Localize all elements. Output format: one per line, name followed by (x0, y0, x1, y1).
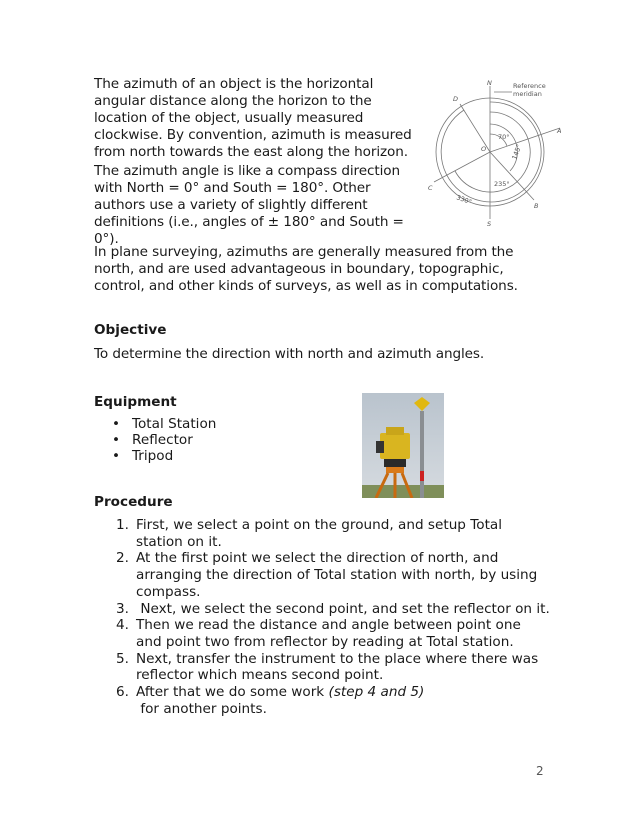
step-number: 2. (116, 550, 129, 567)
intro-paragraph-plane-surveying: In plane surveying, azimuths are generally measured from the north, and are used advantageous in boundary, topographic, control, and other kinds of surveys, as well as in computations. (94, 244, 518, 294)
step-text: Next, transfer the instrument to the place where there was reflector which means second point. (136, 650, 539, 684)
label-c: C (428, 184, 433, 192)
step-number: 6. (116, 684, 129, 701)
step-number: 5. (116, 650, 129, 667)
line-oc (434, 152, 490, 182)
step-text: At the first point we select the direction of north, and arranging the direction of Total station with north, by using compass. (136, 550, 538, 600)
objective-text: To determine the direction with north and azimuth angles. (94, 346, 485, 362)
label-angle-330: 330° (455, 193, 473, 207)
procedure-heading: Procedure (94, 494, 173, 510)
total-station-photo (362, 393, 444, 498)
intro-paragraph-compass-direction: The azimuth angle is like a compass direction with North = 0° and South = 180°. Other authors use a variety of slightly different definitions (i.e., angles of ± 180° and South = 0°). (94, 163, 404, 247)
label-n: N (487, 79, 492, 87)
equipment-item-total-station: • Total Station (112, 416, 216, 432)
step-number: 4. (116, 617, 129, 634)
step-number: 1. (116, 517, 129, 533)
procedure-step (116, 651, 546, 684)
procedure-step (116, 684, 546, 717)
objective-heading: Objective (94, 322, 167, 338)
step-text: Next, we select the second point, and set the reflector on it. (136, 600, 550, 617)
step-text: Then we read the distance and angle between point one and point two from reflector by reading at Total station. (136, 617, 521, 650)
procedure-step (116, 617, 546, 650)
label-angle-70: 70° (498, 133, 510, 141)
page-number: 2 (536, 764, 544, 778)
step-number: 3. (116, 600, 129, 617)
label-angle-145: 145° (510, 143, 524, 161)
procedure-step (116, 600, 550, 618)
equipment-list (112, 416, 216, 464)
procedure-step (116, 550, 546, 600)
label-angle-235: 235° (494, 180, 510, 188)
label-reference: Reference (513, 82, 546, 90)
label-b: B (534, 202, 539, 210)
equipment-item-tripod: • Tripod (112, 448, 216, 464)
azimuth-diagram (420, 74, 570, 232)
label-meridian: meridian (513, 90, 542, 98)
procedure-steps (116, 517, 550, 717)
label-s: S (487, 220, 492, 228)
equipment-item-reflector: • Reflector (112, 432, 216, 448)
step-text: First, we select a point on the ground, and setup Total station on it. (136, 517, 503, 550)
label-o: O (481, 145, 487, 153)
procedure-step (116, 517, 546, 550)
label-d: D (453, 95, 459, 103)
step-text-pre: After that we do some work (136, 684, 329, 701)
equipment-heading: Equipment (94, 394, 177, 410)
intro-paragraph-azimuth-definition: The azimuth of an object is the horizontal angular distance along the horizon to the location of the object, usually measured clockwise. By convention, azimuth is measured from north towards the east along the horizon. (94, 76, 412, 160)
label-a: A (557, 127, 562, 135)
step-text-post: for another points. (136, 700, 267, 717)
step-text-emphasis: (step 4 and 5) (328, 684, 425, 701)
